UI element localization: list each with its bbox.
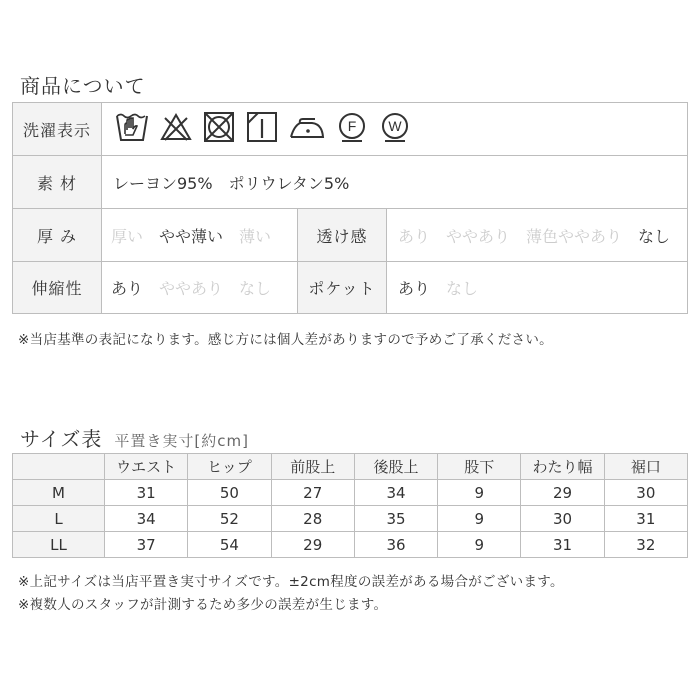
column-header: 股下 [438,454,521,480]
product-section-title: 商品について [20,74,146,98]
table-cell: 29 [521,480,604,506]
material-value: レーヨン95% ポリウレタン5% [113,173,350,193]
table-cell: 36 [354,532,437,558]
column-header: わたり幅 [521,454,604,480]
table-cell: 28 [271,506,354,532]
table-cell: 9 [438,532,521,558]
option-unselected: 厚い [111,226,144,246]
no-bleach-icon [159,110,193,144]
option-unselected: ややあり [446,226,511,246]
svg-text:F: F [347,118,357,134]
thickness-options [111,209,287,261]
hand-wash-icon [114,110,150,144]
table-cell: 34 [105,506,188,532]
option-selected: あり [398,279,431,298]
column-header: 前股上 [271,454,354,480]
table-cell: 32 [604,532,687,558]
care-label: 洗濯表示 [13,103,101,155]
table-cell: 34 [354,480,437,506]
table-cell: 31 [521,532,604,558]
option-unselected: 薄い [239,226,272,246]
option-selected: やや薄い [159,226,224,246]
option-unselected: なし [239,279,272,298]
sheerness-label: 透け感 [298,209,386,261]
option-unselected: ややあり [159,279,224,298]
svg-text:W: W [388,118,402,134]
column-header: ウエスト [105,454,188,480]
corner-cell [13,454,105,480]
size-note-1: ※上記サイズは当店平置き実寸サイズです。±2cm程度の誤差がある場合がございます。 [18,574,564,590]
table-cell: 52 [188,506,271,532]
size-table-header [13,454,688,480]
table-row [13,506,688,532]
table-cell: 27 [271,480,354,506]
table-cell: 9 [438,506,521,532]
table-cell: 9 [438,480,521,506]
column-header: 裾口 [604,454,687,480]
table-cell: 29 [271,532,354,558]
table-cell: 31 [105,480,188,506]
table-cell: 30 [604,480,687,506]
pocket-options [398,262,494,313]
stretch-options [111,262,287,313]
option-unselected: 薄色ややあり [526,226,623,246]
iron-low-icon [288,110,326,144]
option-unselected: あり [398,226,431,246]
table-cell: 50 [188,480,271,506]
row-size-label: M [13,480,105,506]
table-cell: 31 [604,506,687,532]
stretch-label: 伸縮性 [13,262,101,313]
table-row [13,532,688,558]
size-table [12,453,688,558]
wet-clean-w-icon [378,110,412,144]
dry-clean-f-icon [335,110,369,144]
column-header: ヒップ [188,454,271,480]
table-cell: 54 [188,532,271,558]
size-title-text: サイズ表 [20,427,103,451]
option-selected: あり [111,279,144,298]
row-size-label: LL [13,532,105,558]
column-header: 後股上 [354,454,437,480]
product-note: ※当店基準の表記になります。感じ方には個人差がありますので予めご了承ください。 [18,332,553,348]
size-subtitle: 平置き実寸[約cm] [114,432,249,450]
thickness-label: 厚 み [13,209,101,261]
table-cell: 37 [105,532,188,558]
care-icons [114,110,412,144]
row-size-label: L [13,506,105,532]
line-dry-shade-icon [245,110,279,144]
sheerness-options [398,209,686,261]
option-selected: なし [638,226,671,246]
pocket-label: ポケット [298,262,386,313]
size-section-title [20,423,249,452]
no-tumble-dry-icon [202,110,236,144]
option-unselected: なし [446,279,479,298]
size-note-2: ※複数人のスタッフが計測するため多少の誤差が生じます。 [18,597,388,613]
material-label: 素 材 [13,156,101,208]
table-cell: 35 [354,506,437,532]
table-row [13,480,688,506]
table-cell: 30 [521,506,604,532]
